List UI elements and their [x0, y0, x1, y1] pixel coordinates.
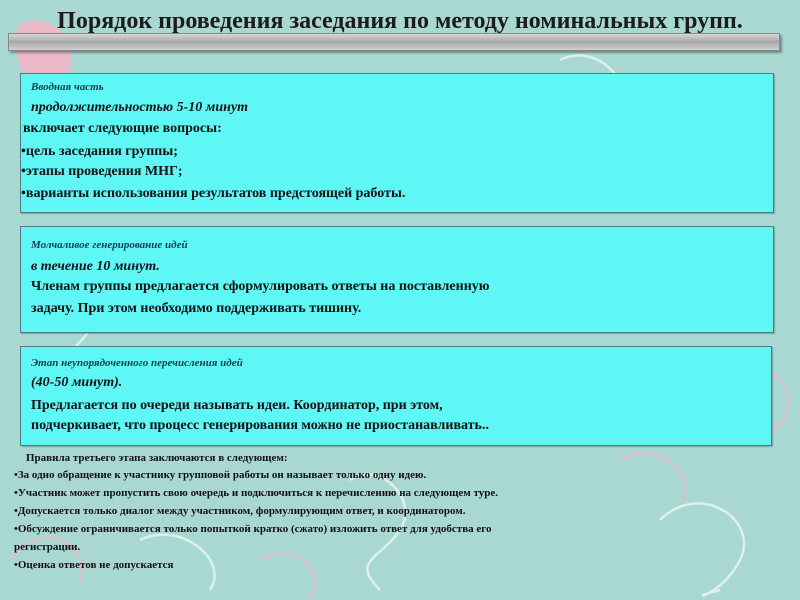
section-duration: (40-50 минут).: [31, 375, 123, 390]
section-line: включает следующие вопросы:: [23, 121, 222, 136]
section-line: Членам группы предлагается сформулировать ответы на поставленную: [31, 279, 490, 294]
section-idea-listing: [20, 346, 772, 446]
section-line: задачу. При этом необходимо поддерживать тишину.: [31, 301, 362, 316]
section-line: подчеркивает, что процесс генерирования можно не приостанавливать..: [31, 418, 489, 433]
rules-intro: Правила третьего этапа заключаются в следующем:: [26, 452, 288, 464]
section-heading: Вводная часть: [31, 81, 104, 93]
section-line: •варианты использования результатов предстоящей работы.: [21, 186, 406, 201]
section-heading: Молчаливое генерирование идей: [31, 239, 188, 251]
rule-item: •Допускается только диалог между участником, формулирующим ответ, и координатором.: [14, 505, 466, 517]
section-silent-generation: [20, 226, 774, 333]
section-line: Предлагается по очереди называть идеи. Координатор, при этом,: [31, 398, 443, 413]
rule-item: •Обсуждение ограничивается только попыткой кратко (сжато) изложить ответ для удобства его: [14, 523, 492, 535]
section-duration: в течение 10 минут.: [31, 259, 160, 274]
page-title: Порядок проведения заседания по методу номинальных групп.: [57, 8, 743, 34]
section-heading: Этап неупорядоченного перечисления идей: [31, 357, 243, 369]
section-line: •этапы проведения МНГ;: [21, 164, 183, 179]
section-line: •цель заседания группы;: [21, 144, 178, 159]
rule-item: •Участник может пропустить свою очередь и подключиться к перечислению на следующем туре.: [14, 487, 498, 499]
rule-item: •Оценка ответов не допускается: [14, 559, 174, 571]
rule-item: регистрации.: [14, 541, 81, 553]
rule-item: •За одно обращение к участнику групповой работы он называет только одну идею.: [14, 469, 427, 481]
section-introduction: [20, 73, 774, 213]
section-duration: продолжительностью 5-10 минут: [31, 100, 249, 115]
